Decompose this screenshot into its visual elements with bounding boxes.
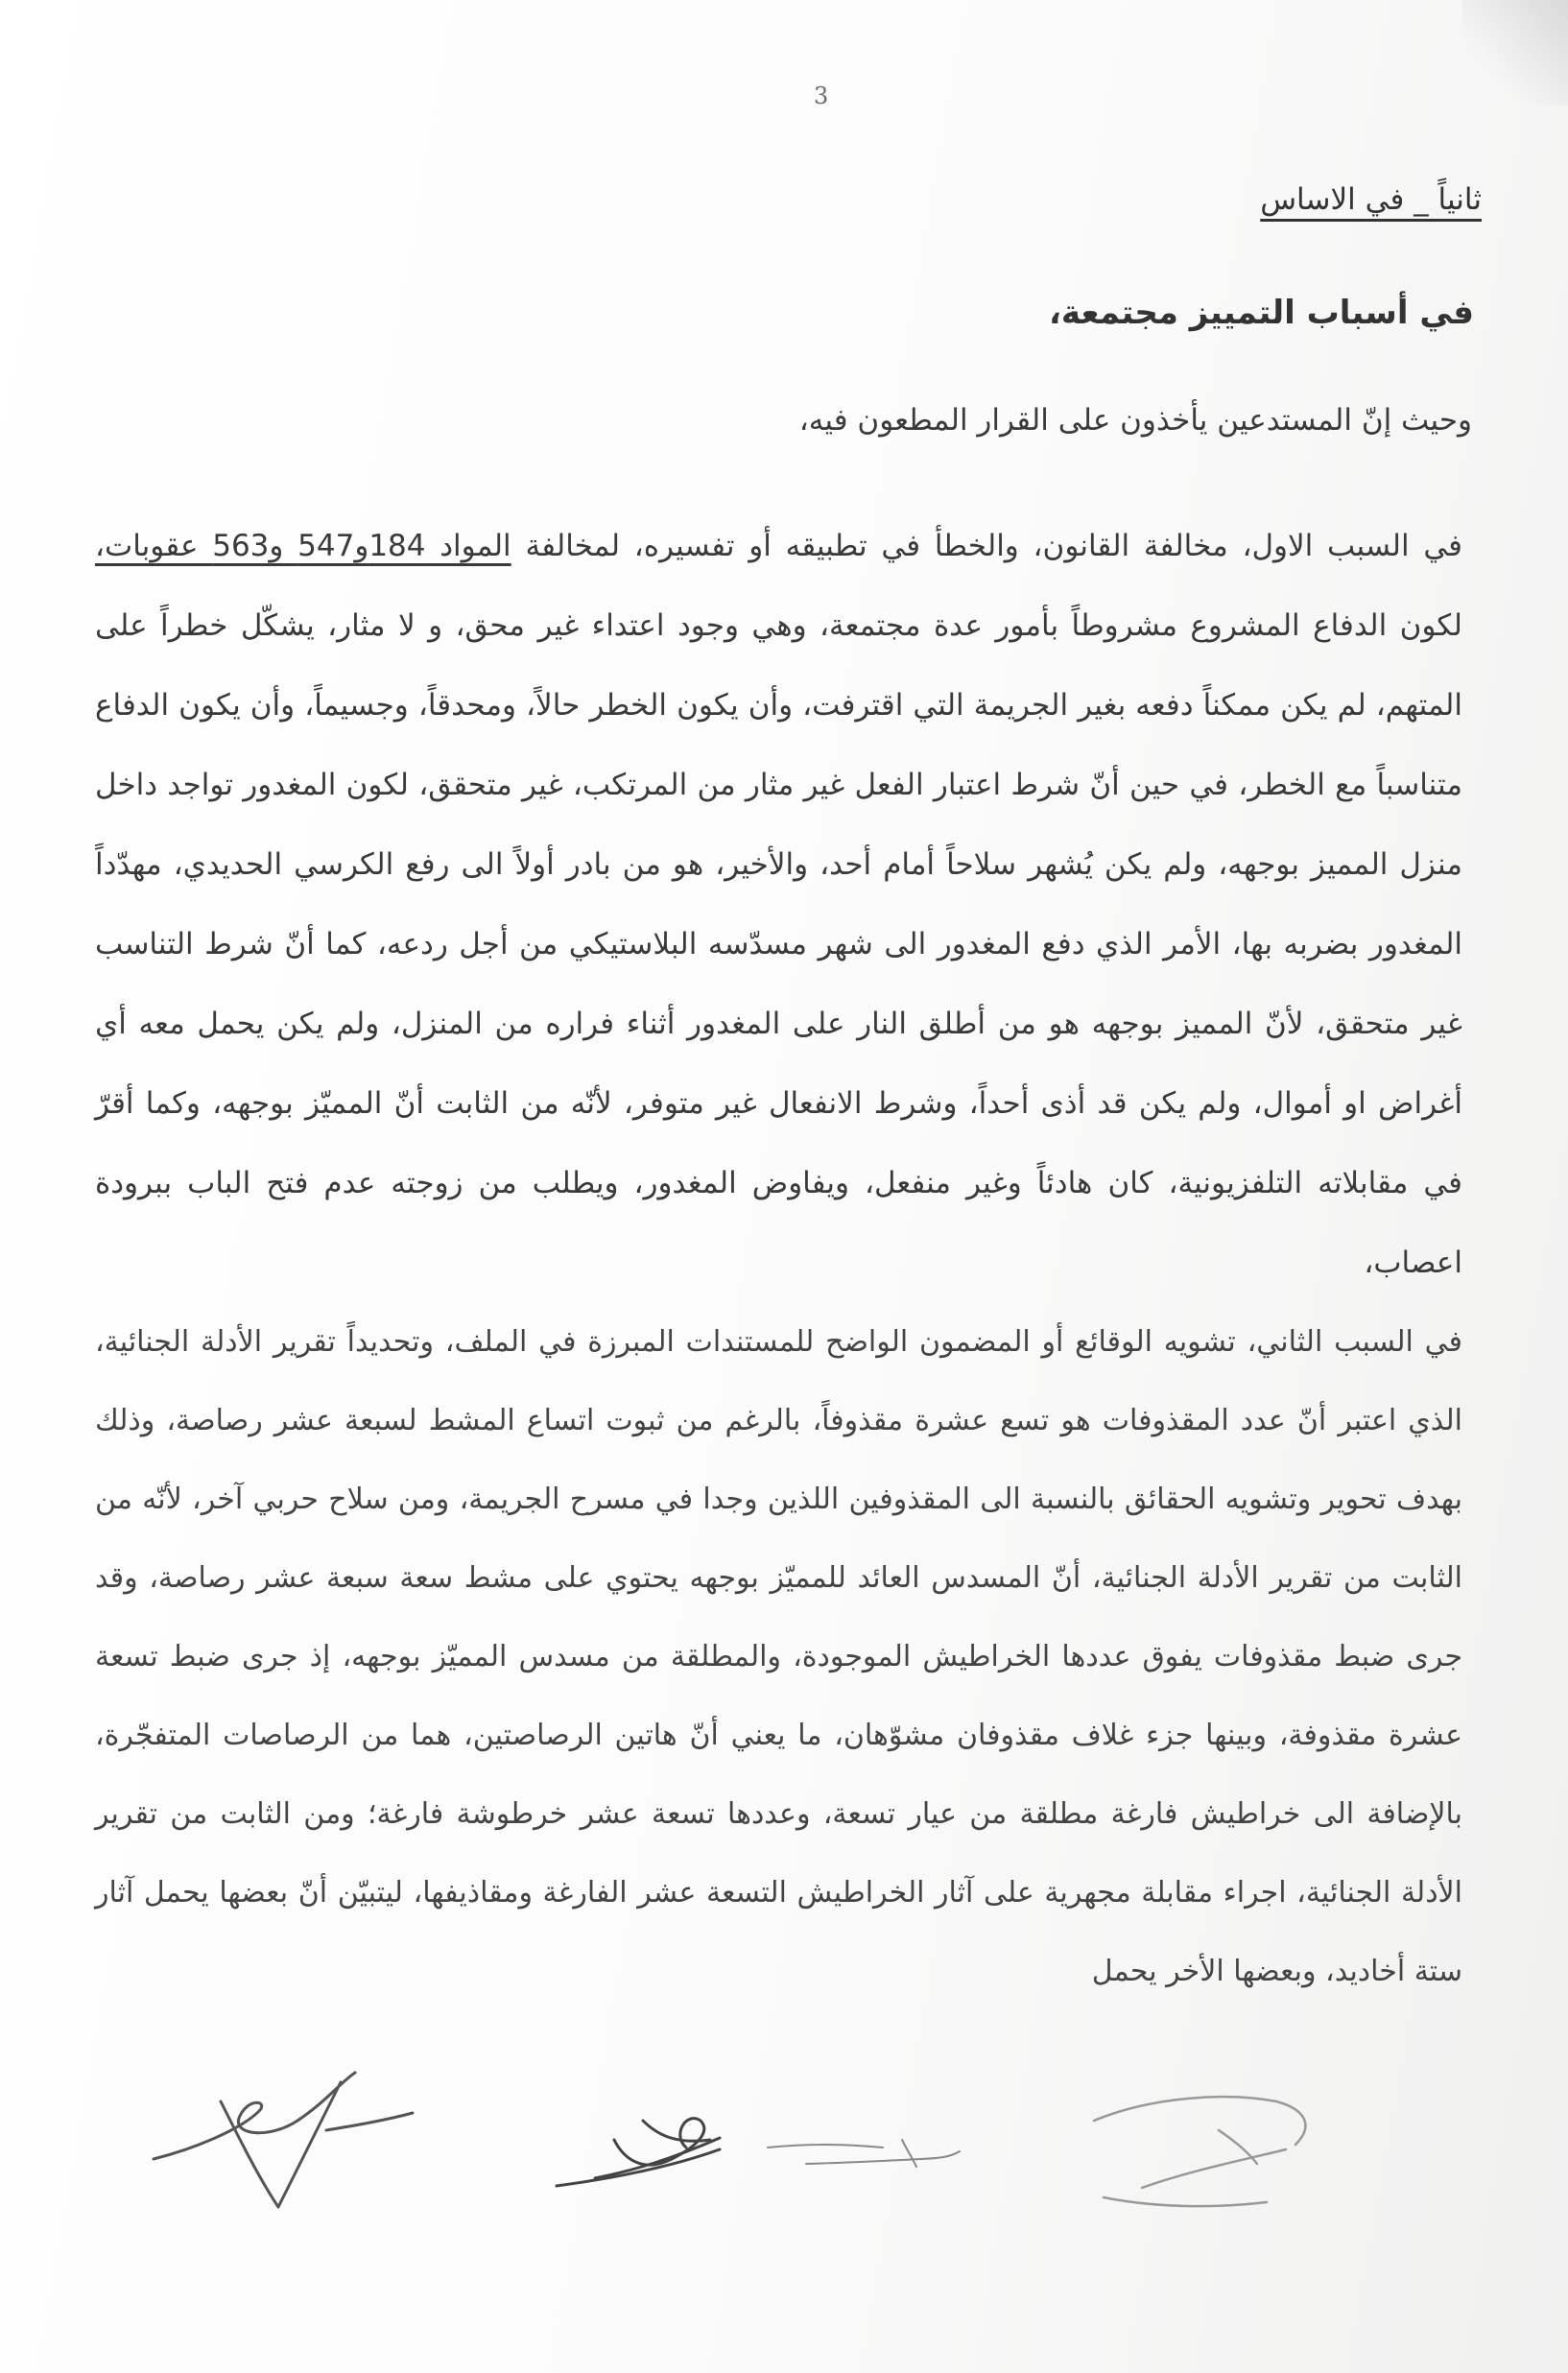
- intro-sentence: وحيث إنّ المستدعين يأخذون على القرار المطعون فيه،: [798, 403, 1472, 438]
- section-heading: ثانياً _ في الاساس: [1260, 182, 1482, 217]
- signature-left: [154, 2073, 413, 2207]
- paragraph-second-ground: في السبب الثاني، تشويه الوقائع أو المضمون الواضح للمستندات المبرزة في الملف، وتحديداً تقرير الأدلة الجنائية، الذي اعتبر أنّ عدد المقذوفات هو تسع عشرة مقذوفاً، بالرغم من ثبوت اتساع المشط لسبعة عشر رصاصة، وذلك بهدف تحوير وتشويه الحقائق بالنسبة الى المقذوفين اللذين وجدا في مسرح الجريمة، ومن سلاح حربي آخر، لأنّه من الثابت من تقرير الأدلة الجنائية، أنّ المسدس العائد للمميّز بوجهه يحتوي على مشط سعة سبعة عشر رصاصة، وقد جرى ضبط مقذوفات يفوق عددها الخراطيش الموجودة، والمطلقة من مسدس المميّز بوجهه، إذ جرى ضبط تسعة عشرة مقذوفة، وبينها جزء غلاف مقذوفان مشوّهان، ما يعني أنّ هاتين الرصاصتين، هما من الرصاصات المتفجّرة، بالإضافة الى خراطيش فارغة مطلقة من عيار تسعة، وعددها تسعة عشر خرطوشة فارغة؛ ومن الثابت من تقرير الأدلة الجنائية، اجراء مقابلة مجهرية على آثار الخراطيش التسعة عشر الفارغة ومقاذيفها، ليتبيّن أنّ بعضها يحمل آثار ستة أخاديد، وبعضها الأخر يحمل: [95, 1325, 1462, 1988]
- page-number: 3: [814, 83, 829, 109]
- signature-faint: [768, 2140, 960, 2167]
- page-corner-shadow: [1462, 0, 1568, 106]
- law-articles-reference: المواد 184و547 و563 عقوبات،: [95, 529, 511, 563]
- signature-right: [1094, 2097, 1305, 2206]
- handwritten-signatures: [134, 2044, 1420, 2255]
- paragraph-body: لكون الدفاع المشروع مشروطاً بأمور عدة مجتمعة، وهي وجود اعتداء غير محق، و لا مثار، يشكّل خطراً على المتهم، لم يكن ممكناً دفعه بغير الجريمة التي اقترفت، وأن يكون الخطر حالاً، ومحدقاً، وجسيماً، وأن يكون الدفاع متناسباً مع الخطر، في حين أنّ شرط اعتبار الفعل غير مثار من المرتكب، غير متحقق، لكون المغدور تواجد داخل منزل المميز بوجهه، ولم يكن يُشهر سلاحاً أمام أحد، والأخير، هو من بادر أولاً الى رفع الكرسي الحديدي، مهدّداً المغدور بضربه بها، الأمر الذي دفع المغدور الى شهر مسدّسه البلاستيكي من أجل ردعه، كما أنّ شرط التناسب غير متحقق، لأنّ المميز بوجهه هو من أطلق النار على المغدور أثناء فراره من المنزل، ولم يكن يحمل معه أي أغراض او أموال، ولم يكن قد أذى أحداً، وشرط الانفعال غير متوفر، لأنّه من الثابت أنّ المميّز بوجهه، وكما أقرّ في مقابلاته التلفزيونية، كان هادئاً وغير منفعل، ويفاوض المغدور، ويطلب من زوجته عدم فتح الباب ببرودة اعصاب،: [95, 608, 1462, 1280]
- paragraph-lead: في السبب الاول، مخالفة القانون، والخطأ في تطبيقه أو تفسيره، لمخالفة: [525, 529, 1462, 563]
- signature-middle: [557, 2119, 720, 2186]
- sub-heading: في أسباب التمييز مجتمعة،: [1048, 294, 1474, 332]
- paragraph-first-ground: [95, 507, 1462, 1303]
- signatures-area: [134, 2044, 1420, 2255]
